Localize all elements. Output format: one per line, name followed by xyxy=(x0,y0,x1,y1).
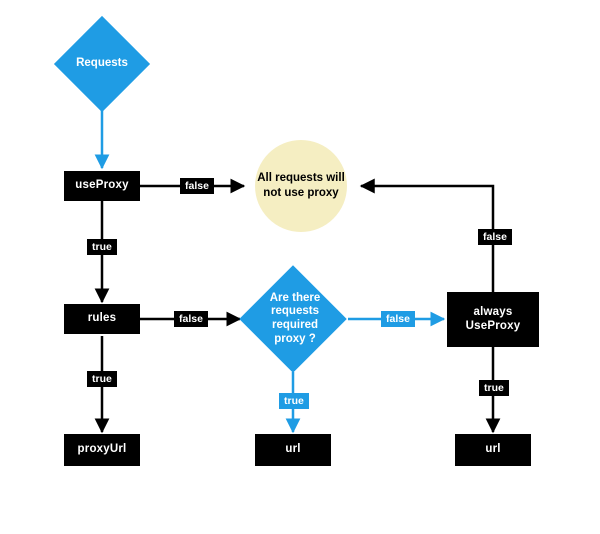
node-url-right[interactable]: url xyxy=(455,434,531,466)
edge-label-rules-true: true xyxy=(87,371,117,387)
edge-label-rules-false: false xyxy=(174,311,208,327)
edge-label-use-proxy-false: false xyxy=(180,178,214,194)
node-proxy-url[interactable]: proxyUrl xyxy=(64,434,140,466)
edge-label-use-proxy-true: true xyxy=(87,239,117,255)
node-decision-requests-required-proxy[interactable] xyxy=(255,281,331,357)
node-all-requests-note: All requests will not use proxy xyxy=(255,140,347,232)
node-always-use-proxy[interactable]: always UseProxy xyxy=(447,292,539,347)
node-use-proxy[interactable]: useProxy xyxy=(64,171,140,201)
edge-label-decision-true: true xyxy=(279,393,309,409)
node-decision-label: Are there requests required proxy ? xyxy=(269,291,321,345)
node-url-center[interactable]: url xyxy=(255,434,331,466)
edge-label-always-use-proxy-true: true xyxy=(479,380,509,396)
node-requests[interactable] xyxy=(68,30,136,98)
edge-label-decision-false: false xyxy=(381,311,415,327)
node-rules[interactable]: rules xyxy=(64,304,140,334)
node-requests-label: Requests xyxy=(76,57,128,70)
edge-label-always-use-proxy-false: false xyxy=(478,229,512,245)
